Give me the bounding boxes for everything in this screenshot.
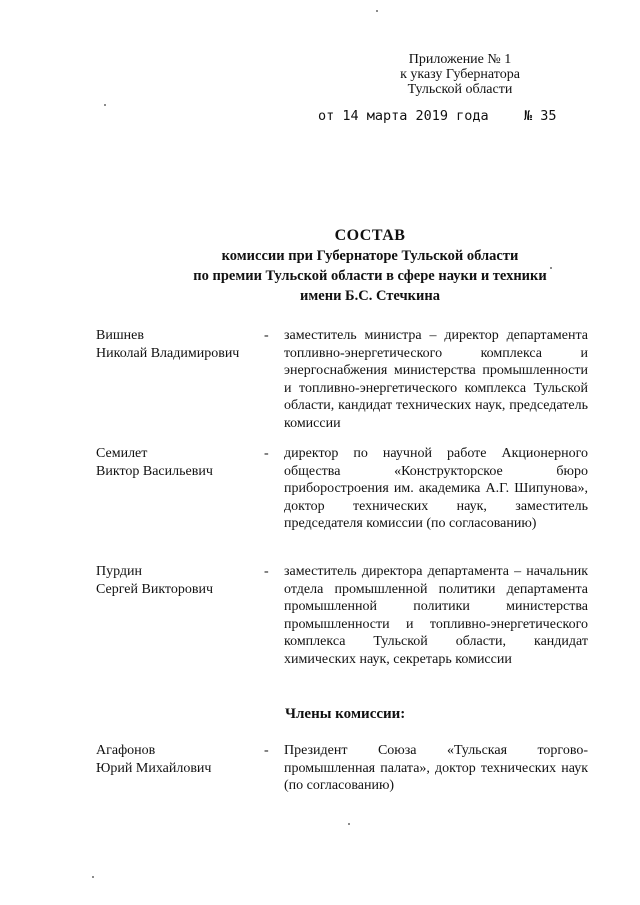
appendix-line-3: Тульской области [407, 82, 513, 97]
member-given-name: Юрий Михайлович [96, 760, 212, 776]
appendix-line-1: Приложение № 1 [408, 52, 512, 67]
scan-speck [550, 267, 552, 269]
document-heading [120, 226, 620, 306]
scan-speck [348, 823, 350, 825]
member-given-name: Виктор Васильевич [96, 463, 213, 479]
dash-separator: - [264, 446, 269, 461]
heading-line-2: по премии Тульской области в сфере науки и техники [193, 268, 547, 284]
member-surname: Вишнев [96, 328, 144, 343]
member-surname: Пурдин [96, 564, 143, 579]
order-date: от 14 марта 2019 года [318, 108, 489, 124]
section-title: Члены комиссии: [285, 706, 406, 722]
scan-speck [92, 876, 94, 878]
member-name [96, 742, 266, 777]
member-surname: Агафонов [96, 743, 156, 758]
heading-line-3: имени Б.С. Стечкина [300, 288, 440, 304]
scan-speck [376, 10, 378, 12]
heading-title: СОСТАВ [334, 227, 406, 244]
dash-separator: - [264, 564, 269, 579]
dash-separator: - [264, 743, 269, 758]
member-name [96, 327, 266, 362]
appendix-block [380, 52, 540, 97]
member-role: заместитель директора департамента – начальник отдела промышленной политики департамента промышленной политики министерства промышленности и топливно-энергетического комплекса Тульской области, кандидат химических наук, секретарь комиссии [284, 564, 588, 667]
member-given-name: Николай Владимирович [96, 345, 240, 361]
member-name [96, 563, 266, 598]
order-number: № 35 [524, 108, 557, 124]
member-surname: Семилет [96, 446, 148, 461]
scan-speck [104, 104, 106, 106]
member-name [96, 445, 266, 480]
appendix-line-2: к указу Губернатора [400, 67, 520, 82]
member-role: заместитель министра – директор департамента топливно-энергетического комплекса и энергоснабжения министерства промышленности и топливно-энергетического комплекса Тульской области, кандидат технических наук, председатель комиссии [284, 328, 588, 431]
member-role: Президент Союза «Тульская торгово-промышленная палата», доктор технических наук (по согласованию) [284, 743, 588, 793]
heading-line-1: комиссии при Губернаторе Тульской области [221, 248, 519, 264]
member-given-name: Сергей Викторович [96, 581, 214, 597]
member-role: директор по научной работе Акционерного общества «Конструкторское бюро приборостроения им. академика А.Г. Шипунова», доктор технических наук, заместитель председателя комиссии (по согласованию) [284, 446, 588, 531]
dash-separator: - [264, 328, 269, 343]
